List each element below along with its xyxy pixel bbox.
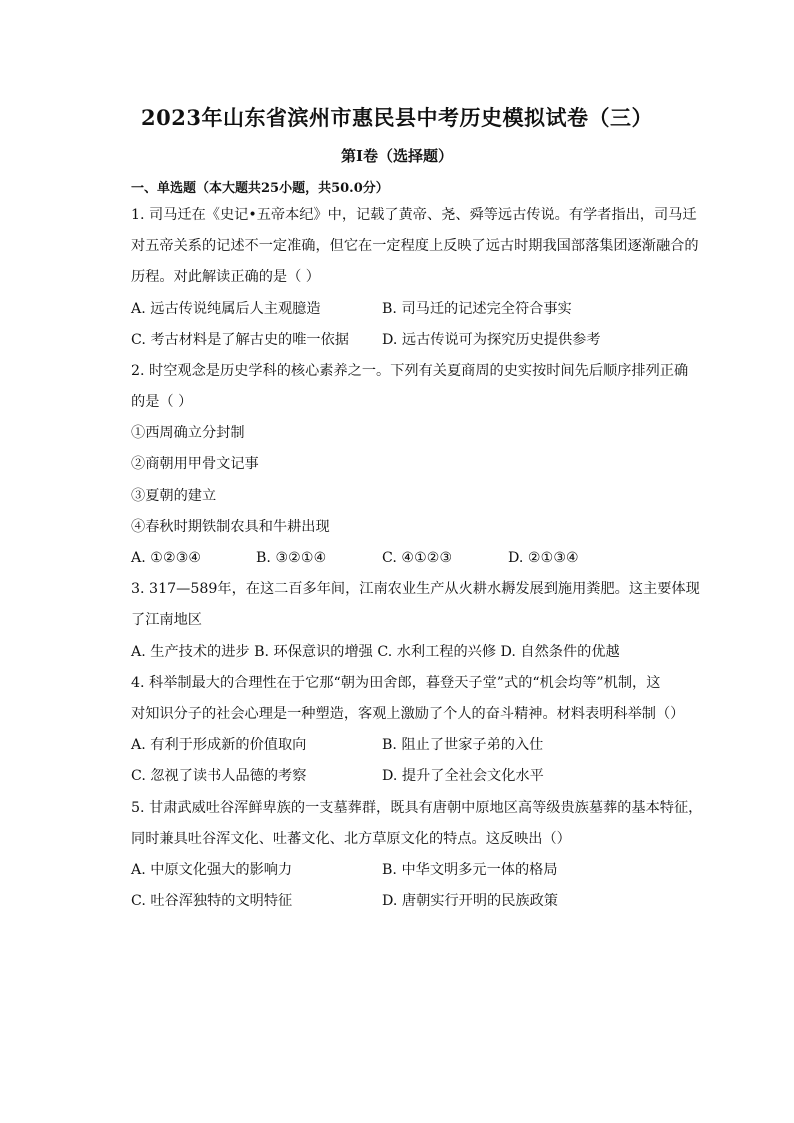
question-1-option-b: B. 司马迁的记述完全符合事实 <box>382 301 572 317</box>
question-5-line-1: 5. 甘肃武威吐谷浑鲜卑族的一支墓葬群，既具有唐朝中原地区高等级贵族墓葬的基本特征， <box>131 800 703 816</box>
question-1-option-d: D. 远古传说可为探究历史提供参考 <box>382 332 601 348</box>
question-2-option-a: A. ①②③④ <box>131 550 202 566</box>
question-2-item-1: ①西周确立分封制 <box>131 425 245 441</box>
question-2-option-c: C. ④①②③ <box>382 550 453 566</box>
exam-title: 2023年山东省滨州市惠民县中考历史模拟试卷（三） <box>141 105 653 130</box>
question-2-option-b: B. ③②①④ <box>256 550 327 566</box>
question-1-line-3: 历程。对此解读正确的是（ ） <box>131 269 320 285</box>
question-3-line-1: 3. 317—589年，在这二百多年间，江南农业生产从火耕水耨发展到施用粪肥。这主要体现 <box>131 581 700 597</box>
question-1-option-a: A. 远古传说纯属后人主观臆造 <box>131 301 321 317</box>
question-2-option-d: D. ②①③④ <box>508 550 579 566</box>
question-4-line-2: 对知识分子的社会心理是一种塑造，客观上激励了个人的奋斗精神。材料表明科举制（） <box>131 706 685 722</box>
question-5-option-b: B. 中华文明多元一体的格局 <box>382 862 558 878</box>
question-4-option-a: A. 有利于形成新的价值取向 <box>131 737 307 753</box>
question-2-item-2: ②商朝用甲骨文记事 <box>131 456 259 472</box>
section-heading: 一、单选题（本大题共25小题，共50.0分） <box>131 181 389 196</box>
question-2-line-1: 2. 时空观念是历史学科的核心素养之一。下列有关夏商周的史实按时间先后顺序排列正确 <box>131 363 689 379</box>
question-2-item-4: ④春秋时期铁制农具和牛耕出现 <box>131 519 330 535</box>
question-2-item-3: ③夏朝的建立 <box>131 488 217 504</box>
question-1-line-2: 对五帝关系的记述不一定准确，但它在一定程度上反映了远古时期我国部落集团逐渐融合的 <box>131 238 699 254</box>
question-4-option-c: C. 忽视了读书人品德的考察 <box>131 768 307 784</box>
question-2-line-2: 的是（ ） <box>131 394 193 410</box>
exam-subtitle: 第I卷（选择题） <box>340 147 454 165</box>
question-4-line-1: 4. 科举制最大的合理性在于它那“朝为田舍郎，暮登天子堂”式的“机会均等”机制，这 <box>131 675 661 691</box>
question-4-option-d: D. 提升了全社会文化水平 <box>382 768 544 784</box>
question-5-line-2: 同时兼具吐谷浑文化、吐蕃文化、北方草原文化的特点。这反映出（） <box>131 831 571 847</box>
question-5-option-a: A. 中原文化强大的影响力 <box>131 862 293 878</box>
question-1-option-c: C. 考古材料是了解古史的唯一依据 <box>131 332 349 348</box>
question-3-options: A. 生产技术的进步 B. 环保意识的增强 C. 水利工程的兴修 D. 自然条件的优越 <box>131 644 620 660</box>
question-3-line-2: 了江南地区 <box>131 612 202 628</box>
question-5-option-d: D. 唐朝实行开明的民族政策 <box>382 893 558 909</box>
question-1-line-1: 1. 司马迁在《史记•五帝本纪》中，记载了黄帝、尧、舜等远古传说。有学者指出，司马迁 <box>131 207 697 223</box>
question-5-option-c: C. 吐谷浑独特的文明特征 <box>131 893 293 909</box>
question-4-option-b: B. 阻止了世家子弟的入仕 <box>382 737 544 753</box>
